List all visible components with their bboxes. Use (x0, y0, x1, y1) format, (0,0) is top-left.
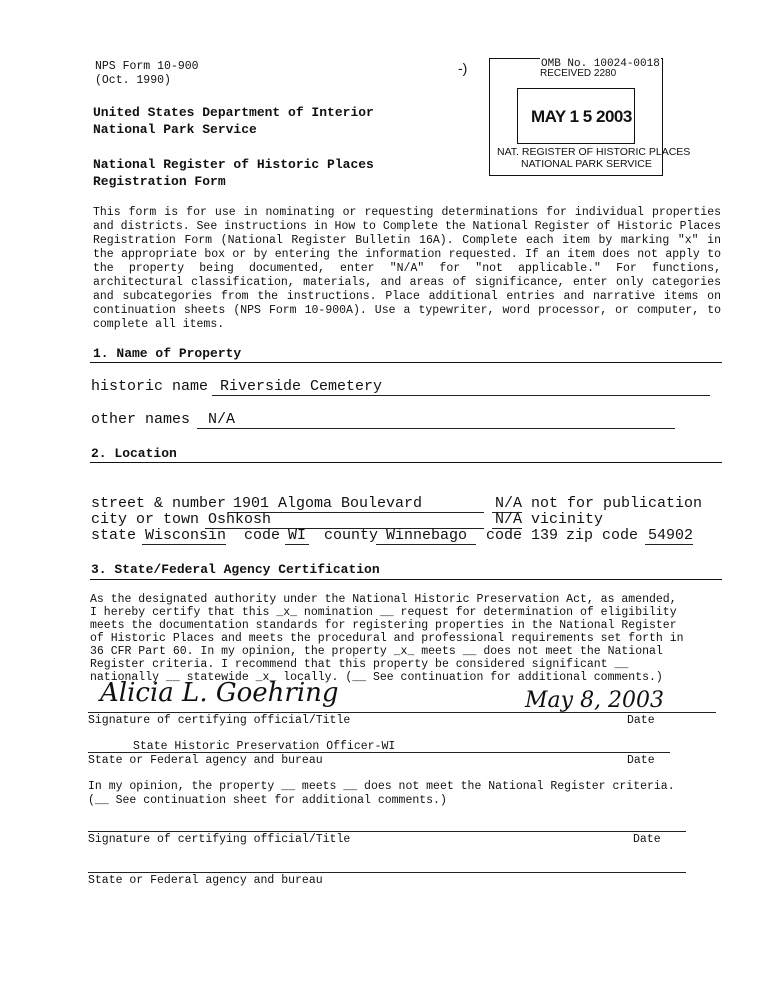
agency-line (88, 752, 670, 753)
cert-line-2: I hereby certify that this _x_ nomination __ request for determination of eligibility (90, 606, 677, 619)
signature-label: Signature of certifying official/Title (88, 714, 351, 727)
state-code-value[interactable]: WI (288, 527, 307, 544)
street-value[interactable]: 1901 Algoma Boulevard (233, 495, 423, 512)
stamp-line2: NATIONAL PARK SERVICE (521, 158, 652, 170)
section1-rule (90, 362, 722, 363)
stamp-received: RECEIVED 2280 (540, 68, 617, 79)
cert-line-6: Register criteria. I recommend that this property be considered significant __ (90, 658, 629, 671)
zip-line (645, 544, 693, 545)
vicinity-label: vicinity (531, 511, 604, 528)
county-value[interactable]: Winnebago (386, 527, 468, 544)
section3-title: 3. State/Federal Agency Certification (91, 562, 380, 577)
cert-line-5: 36 CFR Part 60. In my opinion, the property _x_ meets __ does not meet the National (90, 645, 663, 658)
other-names-label: other names (91, 411, 191, 428)
section2-rule (90, 462, 722, 463)
state-label: state (91, 527, 137, 544)
cert-line-4: of Historic Places and meets the procedural and professional requirements set forth in (90, 632, 684, 645)
opinion-line-1: In my opinion, the property __ meets __ does not meet the National Register criteria. (88, 780, 675, 793)
section3-rule (90, 579, 722, 580)
signature-date: May 8, 2003 (525, 688, 665, 713)
city-label: city or town (91, 511, 200, 528)
historic-name-label: historic name (91, 378, 209, 395)
opinion-line-2: (__ See continuation sheet for additional comments.) (88, 794, 447, 807)
agency2-line (88, 872, 686, 873)
county-label: county (324, 527, 379, 544)
stamp-date: MAY 1 5 2003 (531, 107, 632, 126)
omb-number: OMB No. 10024-0018 (541, 58, 660, 70)
zip-value[interactable]: 54902 (648, 527, 694, 544)
other-names-line (197, 428, 675, 429)
zip-label: zip code (566, 527, 639, 544)
county-line (376, 544, 476, 545)
form-number: NPS Form 10-900 (95, 60, 199, 73)
historic-name-line (212, 395, 710, 396)
agency-label: State or Federal agency and bureau (88, 754, 323, 767)
register-title: National Register of Historic Places (93, 157, 374, 172)
city-value[interactable]: Oshkosh (208, 511, 272, 528)
signature-date-label: Date (627, 714, 655, 727)
section2-title: 2. Location (91, 446, 177, 461)
state-code-line (285, 544, 309, 545)
not-for-publication-label: not for publication (531, 495, 703, 512)
state-value[interactable]: Wisconsin (145, 527, 227, 544)
signature2-label: Signature of certifying official/Title (88, 833, 351, 846)
stamp-line1: NAT. REGISTER OF HISTORIC PLACES (497, 146, 691, 158)
signature-line (88, 712, 716, 713)
cert-line-1: As the designated authority under the National Historic Preservation Act, as amended, (90, 593, 677, 606)
city-na: N/A (495, 511, 523, 528)
section1-title: 1. Name of Property (93, 346, 242, 361)
county-code-label: code (486, 527, 523, 544)
other-names-value[interactable]: N/A (208, 411, 236, 428)
signature2-line (88, 831, 686, 832)
service-name: National Park Service (93, 122, 257, 137)
street-label: street & number (91, 495, 227, 512)
state-line (142, 544, 226, 545)
agency-value[interactable]: State Historic Preservation Officer-WI (133, 740, 396, 753)
county-code-value[interactable]: 139 (531, 527, 559, 544)
cert-line-3: meets the documentation standards for registering properties in the National Register (90, 619, 677, 632)
agency-date-label: Date (627, 754, 655, 767)
state-code-label: code (244, 527, 281, 544)
instructions-paragraph: This form is for use in nominating or requesting determinations for individual properties and districts. See instructions in How to Complete the National Register of Historic Places Registration Form (National Register Bulletin 16A). Complete each item by marking "x" in the appropriate box or by entering the information requested. If an item does not apply to the property being documented, enter "N/A" for "not applicable." For functions, architectural classification, materials, and areas of significance, enter only categories and subcategories from the instructions. Place additional entries and narrative items on continuation sheets (NPS Form 10-900A). Use a typewriter, word processor, or computer, to complete all items. (93, 206, 722, 331)
form-date: (Oct. 1990) (95, 74, 171, 87)
signature2-date-label: Date (633, 833, 661, 846)
department-name: United States Department of Interior (93, 105, 374, 120)
official-signature: Alicia L. Goehring (100, 678, 339, 708)
mark-symbol: -) (458, 60, 468, 76)
cert-line-7: nationally __ statewide _x_ locally. (__ See continuation for additional comments.) (90, 671, 663, 684)
agency2-label: State or Federal agency and bureau (88, 874, 323, 887)
street-na: N/A (495, 495, 523, 512)
historic-name-value[interactable]: Riverside Cemetery (220, 378, 383, 395)
form-title: Registration Form (93, 174, 226, 189)
